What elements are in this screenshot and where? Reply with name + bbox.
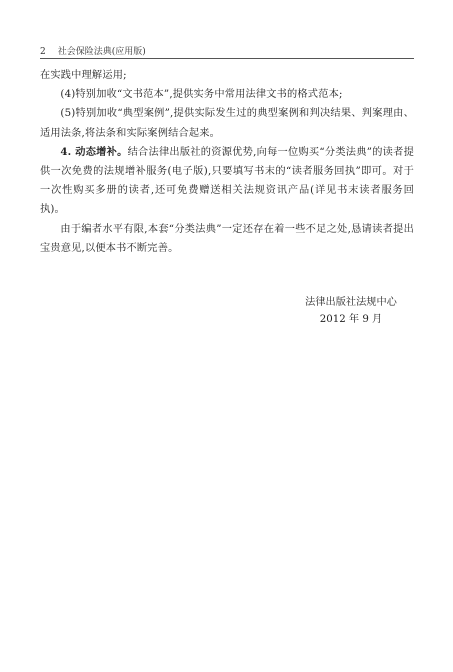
- paragraph-continuation: 在实践中理解运用;: [40, 70, 127, 81]
- dynamic-text: 结合法律出版社的资源优势,向每一位购买“分类法典”的读者提供一次免费的法规增补服务(电子版),只要填写书末的“读者服务回执”即可。对于一次性购买多册的读者,还可免费赠送相关法规资讯产品(详见书末读者服务回执)。: [40, 146, 414, 216]
- paragraph-dynamic-supplement: [40, 143, 414, 220]
- running-title: 社会保险法典(应用版): [57, 47, 146, 57]
- paragraph-item-5: (5)特别加收“典型案例”,提供实际发生过的典型案例和判决结果、判案理由、适用法条,将法条和实际案例结合起来。: [40, 108, 414, 139]
- signature-block: [291, 294, 411, 328]
- paragraph-closing: 由于编者水平有限,本套“分类法典”一定还存在着一些不足之处,恳请读者提出宝贵意见,以便本书不断完善。: [40, 223, 414, 254]
- signature-date: 2012 年 9 月: [319, 314, 383, 325]
- signature-org: 法律出版社法规中心: [305, 297, 397, 308]
- paragraph-item-4: (4)特别加收“文书范本”,提供实务中常用法律文书的格式范本;: [60, 89, 343, 101]
- page-number: 2: [40, 47, 46, 57]
- header-rule: [40, 58, 414, 59]
- running-header: [40, 44, 146, 57]
- body-text: [40, 66, 414, 258]
- dynamic-heading: 4. 动态增补。: [60, 145, 128, 158]
